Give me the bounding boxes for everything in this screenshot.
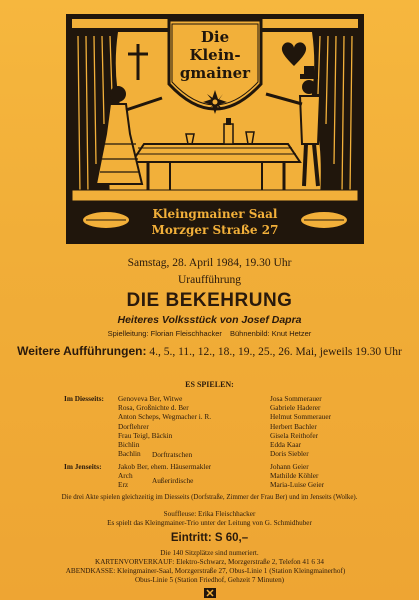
boxoffice-info: ABENDKASSE: Kleingmainer-Saal, Morzgerstraße 27, Obus-Linie 1 (Station Kleingmainerhof) [65, 567, 346, 575]
trio-credit: Es spielt das Kleingmainer-Trio unter der Leitung von G. Schmidhuber [107, 519, 312, 527]
setting-note: Die drei Akte spielen gleichzeitig im Diesseits (Dorfstraße, Zimmer der Frau Ber) und im Jenseits (Wolke). [61, 494, 358, 501]
actor-6: Edda Kaar [270, 440, 301, 450]
role-anton: Anton Scheps, Wegmacher i. R. [118, 412, 212, 422]
further-performances [0, 344, 419, 358]
seats-note: Die 140 Sitzplätze sind numeriert. [160, 549, 259, 557]
actor-7: Doris Siebler [270, 449, 309, 459]
banner-line-1: Kleingmainer Saal [152, 207, 278, 221]
actor-10: Maria-Luise Geier [270, 480, 325, 490]
souffleuse-credit: Souffleuse: Erika Fleischhacker [163, 510, 256, 518]
actor-2: Gabriele Haderer [270, 403, 321, 413]
left-basket-icon [82, 211, 130, 229]
crew-director: Spielleitung: Florian Fleischhacker [107, 329, 222, 338]
actor-5: Gisela Reithofer [270, 430, 319, 440]
actor-9: Mathilde Köhler [270, 471, 319, 481]
actor-3: Helmut Sommerauer [270, 412, 331, 422]
jenseits-actors [270, 462, 324, 490]
further-performances-label: Weitere Aufführungen: [17, 344, 147, 358]
woodcut-stage-illustration [66, 14, 364, 244]
cast-heading: ES SPIELEN: [185, 380, 234, 389]
crew-stage-design: Bühnenbild: Knut Hetzer [230, 329, 312, 338]
role-arch: Arch [118, 471, 133, 481]
premiere-label: Uraufführung [177, 274, 242, 286]
right-basket-icon [300, 211, 348, 229]
diesseits-roles [118, 394, 211, 458]
diesseits-label: Im Diesseits: [64, 394, 104, 403]
role-bichlin: Bichlin [118, 440, 140, 450]
role-erz: Erz [118, 480, 129, 490]
sign-title-line-3: gmainer [179, 64, 251, 82]
sign-title-line-1: Die [200, 28, 230, 46]
role-teigl: Frau Teigl, Bäckin [118, 430, 173, 440]
role-genoveva: Genoveva Ber, Witwe [118, 394, 183, 403]
role-bachlin: Bachlin [118, 449, 141, 459]
play-title: DIE BEKEHRUNG [126, 290, 293, 311]
presale-info: KARTENVORVERKAUF: Elektro-Schwarz, Morzgerstraße 2, Telefon 41 6 34 [95, 558, 324, 566]
ausserirdische-label: Außerirdische [152, 476, 194, 485]
sign-title-line-2: Klein- [189, 46, 241, 64]
role-jakob: Jakob Ber, ehem. Häusermakler [118, 462, 212, 471]
actor-4: Herbert Bachler [270, 421, 317, 431]
printer-logo-icon [204, 588, 216, 598]
dorftratschen-label: Dorftratschen [152, 450, 193, 459]
actor-1: Josa Sommerauer [270, 394, 322, 403]
actor-8: Johann Geier [270, 462, 309, 471]
further-performances-dates: 4., 5., 11., 12., 18., 19., 25., 26. Mai, jeweils 19.30 Uhr [149, 346, 402, 358]
role-dorflehrer: Dorflehrer [118, 421, 149, 431]
crew-credits [0, 329, 419, 338]
diesseits-actors [270, 394, 331, 458]
role-rosa: Rosa, Großnichte d. Ber [118, 403, 189, 413]
bus-info: Obus-Linie 5 (Station Friedhof, Gehzeit 7 Minuten) [134, 576, 285, 584]
jenseits-label: Im Jenseits: [64, 462, 102, 471]
play-subtitle: Heiteres Volksstück von Josef Dapra [117, 314, 302, 326]
event-date: Samstag, 28. April 1984, 19.30 Uhr [127, 257, 292, 269]
entry-price: Eintritt: S 60,– [170, 532, 249, 544]
banner-line-2: Morzger Straße 27 [151, 223, 279, 237]
